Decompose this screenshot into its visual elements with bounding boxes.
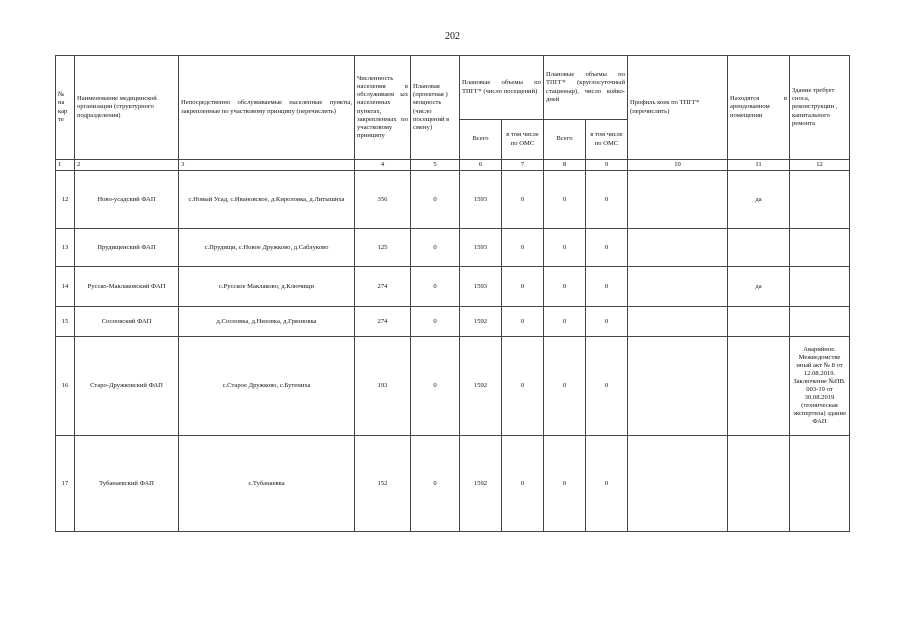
column-number: 7 — [502, 160, 544, 171]
capacity: 0 — [411, 307, 460, 337]
visits-total: 1593 — [460, 171, 502, 229]
settlements: с.Новый Усад, с.Ивановское, д.Кироловка, д.Литышиха — [179, 171, 355, 229]
org-name: Ново-усадский ФАП — [75, 171, 179, 229]
column-number: 9 — [586, 160, 628, 171]
beds-total: 0 — [544, 337, 586, 436]
visits-oms: 0 — [502, 267, 544, 307]
visits-oms: 0 — [502, 436, 544, 532]
header-bed-profile: Профиль коек по ТПГГ* (перечислить) — [628, 56, 728, 160]
capacity: 0 — [411, 436, 460, 532]
column-number-row — [56, 160, 850, 171]
column-number: 4 — [355, 160, 411, 171]
header-beds-oms: в том числе по ОМС — [586, 120, 628, 160]
demolition-note — [790, 307, 850, 337]
settlements: с.Тубанаевка — [179, 436, 355, 532]
column-number: 1 — [56, 160, 75, 171]
header-row-1 — [56, 56, 850, 120]
capacity: 0 — [411, 229, 460, 267]
bed-profile — [628, 171, 728, 229]
org-name: Сосновский ФАП — [75, 307, 179, 337]
header-population: Численность населения в обслуживаем ых населенных пунктах, закрепленных по участковому принципу — [355, 56, 411, 160]
settlements: с.Прудищи, с.Новое Дружково, д.Саблуково — [179, 229, 355, 267]
table-row — [56, 307, 850, 337]
beds-oms: 0 — [586, 307, 628, 337]
beds-total: 0 — [544, 307, 586, 337]
row-number: 13 — [56, 229, 75, 267]
demolition-note — [790, 267, 850, 307]
header-beds-total: Всего — [544, 120, 586, 160]
header-org: Наименование медицинской организации (структурного подразделения) — [75, 56, 179, 160]
rented — [728, 436, 790, 532]
beds-total: 0 — [544, 436, 586, 532]
capacity: 0 — [411, 171, 460, 229]
demolition-note: Аварийное. Межведомстве нный акт № 8 от 12.08.2019. Заключение №ПВ. 003-19 от 30.08.2019 (техническая экспертиза) здание ФАП — [790, 337, 850, 436]
population: 193 — [355, 337, 411, 436]
org-name: Старо-Дружковский ФАП — [75, 337, 179, 436]
beds-oms: 0 — [586, 337, 628, 436]
population: 152 — [355, 436, 411, 532]
table-row — [56, 229, 850, 267]
beds-oms: 0 — [586, 229, 628, 267]
visits-total: 1592 — [460, 337, 502, 436]
beds-oms: 0 — [586, 171, 628, 229]
settlements: с.Старое Дружково, с.Бутениха — [179, 337, 355, 436]
visits-total: 1592 — [460, 436, 502, 532]
demolition-note — [790, 229, 850, 267]
demolition-note — [790, 436, 850, 532]
org-name: Тубанаевский ФАП — [75, 436, 179, 532]
row-number: 17 — [56, 436, 75, 532]
visits-oms: 0 — [502, 337, 544, 436]
header-num: № на кар те — [56, 56, 75, 160]
row-number: 14 — [56, 267, 75, 307]
header-settlements: Непосредственно обслуживаемые населенные пункты, закрепленные по участковому принципу (перечислить) — [179, 56, 355, 160]
capacity: 0 — [411, 337, 460, 436]
beds-oms: 0 — [586, 436, 628, 532]
beds-total: 0 — [544, 229, 586, 267]
population: 274 — [355, 267, 411, 307]
bed-profile — [628, 267, 728, 307]
settlements: д.Сосновка, д.Низовка, д.Грязновка — [179, 307, 355, 337]
visits-total: 1593 — [460, 267, 502, 307]
demolition-note — [790, 171, 850, 229]
rented — [728, 229, 790, 267]
header-demolition: Здание требует сноса, реконструкции , капитального ремонта — [790, 56, 850, 160]
population: 125 — [355, 229, 411, 267]
row-number: 12 — [56, 171, 75, 229]
visits-oms: 0 — [502, 307, 544, 337]
column-number: 3 — [179, 160, 355, 171]
settlements: с.Русское Маклаково, д.Ключищи — [179, 267, 355, 307]
visits-total: 1593 — [460, 229, 502, 267]
visits-oms: 0 — [502, 171, 544, 229]
beds-oms: 0 — [586, 267, 628, 307]
header-capacity: Плановая (проектная ) мощность (число посещений в смену) — [411, 56, 460, 160]
beds-total: 0 — [544, 267, 586, 307]
population: 356 — [355, 171, 411, 229]
org-name: Русско-Маклаковский ФАП — [75, 267, 179, 307]
header-visits-total: Всего — [460, 120, 502, 160]
facilities-table — [55, 55, 850, 532]
visits-oms: 0 — [502, 229, 544, 267]
visits-total: 1592 — [460, 307, 502, 337]
column-number: 8 — [544, 160, 586, 171]
header-visits: Плановые объемы по ТПГГ* (число посещений) — [460, 56, 544, 120]
column-number: 6 — [460, 160, 502, 171]
bed-profile — [628, 229, 728, 267]
header-bed-days: Плановые объемы по ТПГГ* (круглосуточный стационар), число койко-дней — [544, 56, 628, 120]
bed-profile — [628, 337, 728, 436]
rented: да — [728, 267, 790, 307]
column-number: 12 — [790, 160, 850, 171]
row-number: 16 — [56, 337, 75, 436]
table-row — [56, 267, 850, 307]
header-visits-oms: в том числе по ОМС — [502, 120, 544, 160]
page-number: 202 — [445, 31, 460, 42]
bed-profile — [628, 436, 728, 532]
bed-profile — [628, 307, 728, 337]
column-number: 5 — [411, 160, 460, 171]
capacity: 0 — [411, 267, 460, 307]
row-number: 15 — [56, 307, 75, 337]
column-number: 10 — [628, 160, 728, 171]
org-name: Прудищенский ФАП — [75, 229, 179, 267]
header-rented: Находятся в арендованном помещении — [728, 56, 790, 160]
column-number: 2 — [75, 160, 179, 171]
table-row — [56, 337, 850, 436]
table-row — [56, 171, 850, 229]
table-row — [56, 436, 850, 532]
rented: да — [728, 171, 790, 229]
rented — [728, 307, 790, 337]
rented — [728, 337, 790, 436]
column-number: 11 — [728, 160, 790, 171]
beds-total: 0 — [544, 171, 586, 229]
population: 274 — [355, 307, 411, 337]
